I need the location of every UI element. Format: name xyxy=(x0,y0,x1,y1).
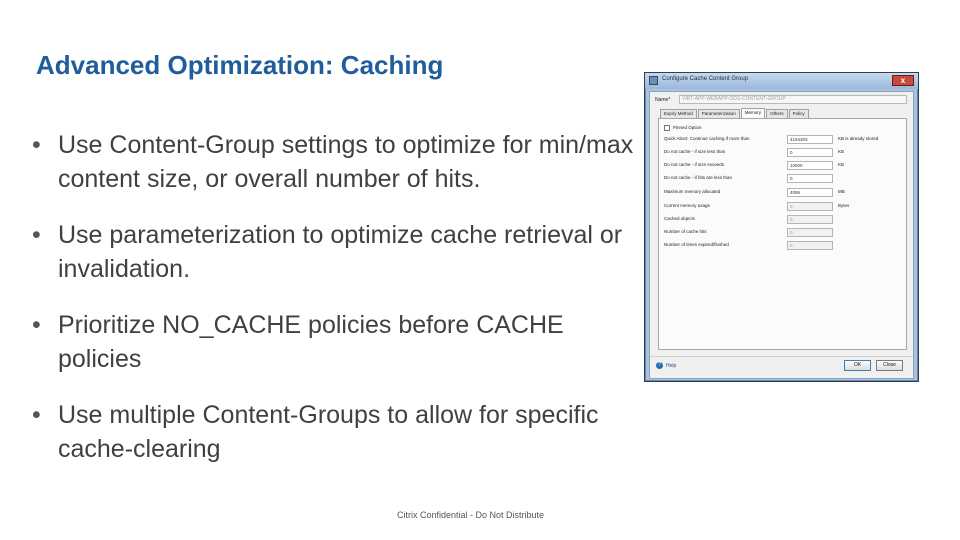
tab-memory[interactable]: Memory xyxy=(741,108,765,118)
bullet-list xyxy=(30,128,640,488)
field-label: Do not cache - if hits are less than xyxy=(664,175,733,180)
dialog-title: Configure Cache Content Group xyxy=(662,76,749,82)
bullet-dot: • xyxy=(32,401,41,429)
pinned-option-checkbox[interactable] xyxy=(664,125,670,131)
ok-button[interactable]: OK xyxy=(844,360,871,371)
current-memory-value: 0 xyxy=(787,202,833,211)
bullet-text: Use parameterization to optimize cache retrieval or invalidation. xyxy=(58,221,623,283)
bullet-text: Prioritize NO_CACHE policies before CACHE policies xyxy=(58,311,564,373)
pinned-option-row xyxy=(664,124,904,133)
tab-expiry-method[interactable]: Expiry Method xyxy=(660,109,697,118)
help-icon: ? xyxy=(656,362,663,369)
bullet-dot: • xyxy=(32,131,41,159)
field-row-max-size xyxy=(664,161,904,170)
field-row-cache-hits xyxy=(664,228,904,237)
cache-content-group-dialog-screenshot xyxy=(644,72,919,382)
field-unit: KB is already stored xyxy=(838,136,879,141)
tab-parameterization[interactable]: Parameterization xyxy=(698,109,740,118)
bullet-text: Use Content-Group settings to optimize for min/max content size, or overall number of hits. xyxy=(58,131,634,193)
name-label: Name* xyxy=(655,97,671,103)
field-label: Do not cache - if size exceeds xyxy=(664,162,725,167)
bullet-text: Use multiple Content-Groups to allow for specific cache-clearing xyxy=(58,401,599,463)
footer-confidential: Citrix Confidential - Do Not Distribute xyxy=(397,510,545,520)
min-hits-field[interactable]: 0 xyxy=(787,174,833,183)
bullet-dot: • xyxy=(32,311,41,339)
dialog-body xyxy=(649,91,914,379)
bullet-item xyxy=(30,308,640,376)
field-label: Number of times expired/flushed xyxy=(664,242,729,247)
memory-tab-panel xyxy=(658,118,907,350)
cache-hits-value: 0 xyxy=(787,228,833,237)
name-field[interactable]: VIRT-APP-WEBAPP-ODS-CONTENT-GROUP xyxy=(679,95,907,104)
field-label: Do not cache - if size less than xyxy=(664,149,726,154)
field-row-cached-objects xyxy=(664,215,904,224)
bullet-item xyxy=(30,398,640,466)
field-unit: KB xyxy=(838,162,845,167)
bullet-dot: • xyxy=(32,221,41,249)
close-icon[interactable]: x xyxy=(892,75,914,86)
tab-strip xyxy=(660,109,810,118)
field-label: Current memory usage xyxy=(664,203,711,208)
field-row-min-hits xyxy=(664,174,904,183)
tab-others[interactable]: Others xyxy=(766,109,788,118)
field-label: Quick Abort: Continue caching if more than xyxy=(664,136,750,141)
help-link[interactable] xyxy=(656,362,676,369)
bullet-item xyxy=(30,128,640,196)
field-unit: Bytes xyxy=(838,203,850,208)
field-row-quick-abort xyxy=(664,135,904,144)
field-row-min-size xyxy=(664,148,904,157)
quick-abort-field[interactable]: 4194303 xyxy=(787,135,833,144)
pinned-option-label: Pinned Option xyxy=(673,125,702,130)
bullet-item xyxy=(30,218,640,286)
slide-title: Advanced Optimization: Caching xyxy=(36,50,444,80)
max-memory-field[interactable]: 4095 xyxy=(787,188,833,197)
min-size-field[interactable]: 0 xyxy=(787,148,833,157)
help-label: Help xyxy=(666,362,677,369)
dialog-titlebar xyxy=(645,73,918,89)
field-row-max-memory xyxy=(664,188,904,197)
field-unit: MB xyxy=(838,189,845,194)
field-label: Cached objects xyxy=(664,216,696,221)
dialog-divider xyxy=(650,356,913,357)
field-label: Number of cache hits xyxy=(664,229,707,234)
close-button[interactable]: Close xyxy=(876,360,903,371)
field-label: Maximum memory allocated xyxy=(664,189,721,194)
expired-count-value: 0 xyxy=(787,241,833,250)
cached-objects-value: 0 xyxy=(787,215,833,224)
field-row-current-memory xyxy=(664,202,904,211)
field-unit: KB xyxy=(838,149,845,154)
field-row-expired-count xyxy=(664,241,904,250)
tab-policy[interactable]: Policy xyxy=(789,109,809,118)
max-size-field[interactable]: 10000 xyxy=(787,161,833,170)
app-icon xyxy=(649,76,658,85)
